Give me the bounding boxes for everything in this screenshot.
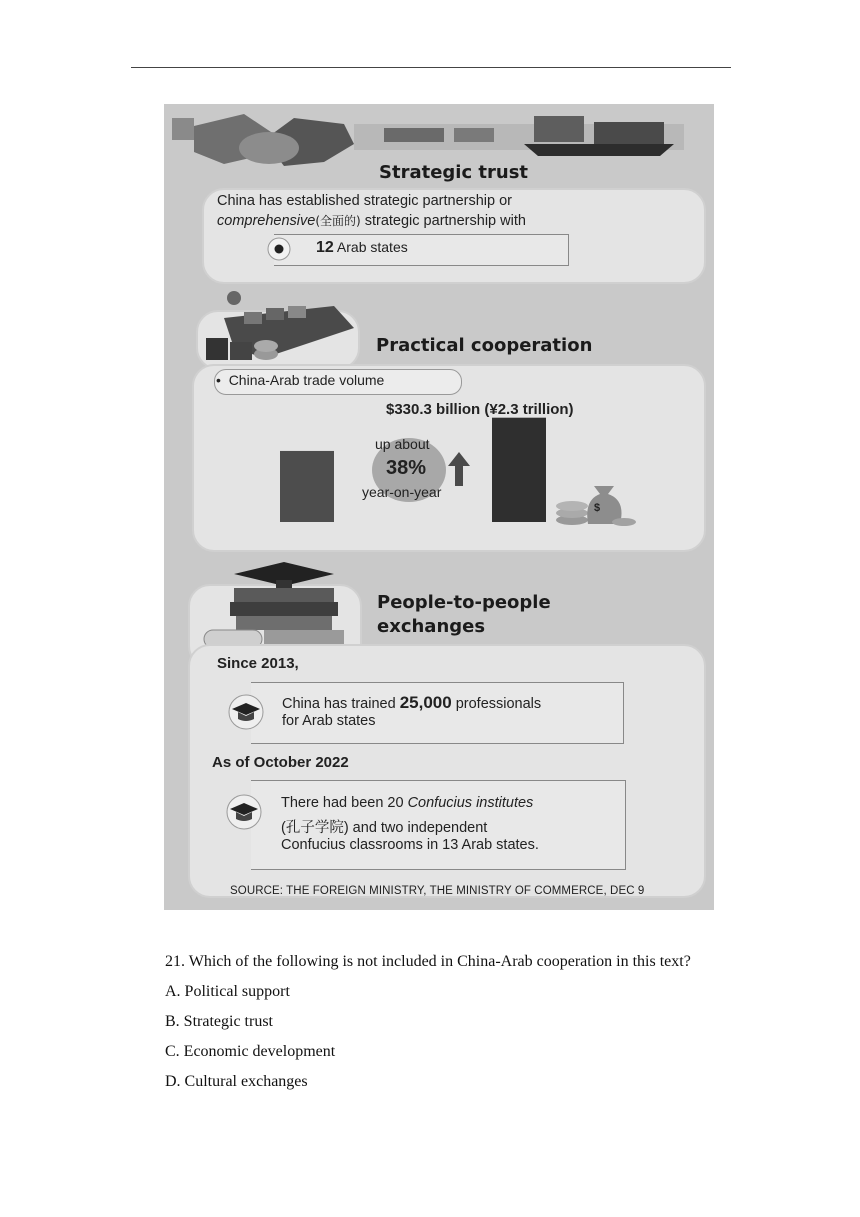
since-2013-heading: Since 2013, — [217, 655, 299, 672]
confucius-line-1 — [281, 795, 533, 811]
strategic-line-1: China has established strategic partnership or — [217, 193, 512, 209]
bullet-marker: • — [216, 372, 221, 388]
trade-bar-current — [492, 418, 546, 522]
cargo-ship-icon — [354, 110, 684, 164]
source-line: SOURCE: THE FOREIGN MINISTRY, THE MINISTRY OF COMMERCE, DEC 9 — [230, 885, 645, 897]
strategic-line-2-rest: strategic partnership with — [360, 213, 526, 229]
option-d: D. Cultural exchanges — [165, 1073, 308, 1090]
section-title-practical: Practical cooperation — [376, 335, 593, 356]
graduation-cap-icon — [226, 694, 266, 730]
confucius-italic: Confucius institutes — [407, 795, 534, 811]
up-arrow-icon — [448, 452, 470, 486]
cargo-coins-icon — [204, 288, 364, 368]
strategic-count-line — [316, 239, 408, 257]
strategic-line-2 — [217, 212, 526, 229]
trade-volume-tag-text: China-Arab trade volume — [228, 372, 385, 388]
trained-line-1 — [282, 693, 541, 713]
section-title-people-line-2: exchanges — [377, 616, 486, 637]
trained-number: 25,000 — [399, 693, 452, 712]
header-rule — [131, 67, 731, 68]
question-stem: 21. Which of the following is not included in China-Arab cooperation in this text? — [165, 953, 691, 970]
strategic-count-label: Arab states — [336, 239, 408, 255]
trade-bar-previous — [280, 451, 334, 522]
as-of-heading: As of October 2022 — [212, 754, 349, 771]
growth-up-label: up about — [375, 436, 430, 452]
money-bag-symbol: $ — [594, 502, 601, 514]
infographic-photo — [164, 104, 714, 910]
graduation-cap-icon-2 — [224, 794, 264, 830]
option-b: B. Strategic trust — [165, 1013, 273, 1030]
trained-line-2: for Arab states — [282, 713, 376, 729]
trade-volume-tag-label — [216, 372, 384, 388]
strategic-cn-word: (全面的) — [315, 214, 361, 228]
trained-text-b: professionals — [451, 696, 542, 712]
option-a: A. Political support — [165, 983, 290, 1000]
confucius-line-2: (孔子学院) and two independent — [281, 820, 488, 836]
confucius-text-a: There had been 20 — [281, 795, 408, 811]
trade-headline: $330.3 billion (¥2.3 trillion) — [386, 401, 574, 418]
section-title-people — [377, 591, 551, 639]
trained-text-a: China has trained — [282, 696, 400, 712]
confucius-line-3: Confucius classrooms in 13 Arab states. — [281, 837, 539, 853]
graduation-books-icon — [194, 558, 354, 658]
section-title-people-line-1: People-to-people — [377, 592, 551, 613]
target-dot-icon — [264, 236, 294, 262]
handshake-icon — [164, 104, 374, 184]
growth-percent: 38% — [386, 457, 427, 479]
growth-yoy: year-on-year — [362, 484, 442, 500]
section-title-strategic: Strategic trust — [379, 162, 529, 183]
option-c: C. Economic development — [165, 1043, 336, 1060]
strategic-italic-word: comprehensive — [217, 213, 316, 229]
strategic-count-number: 12 — [316, 239, 334, 256]
